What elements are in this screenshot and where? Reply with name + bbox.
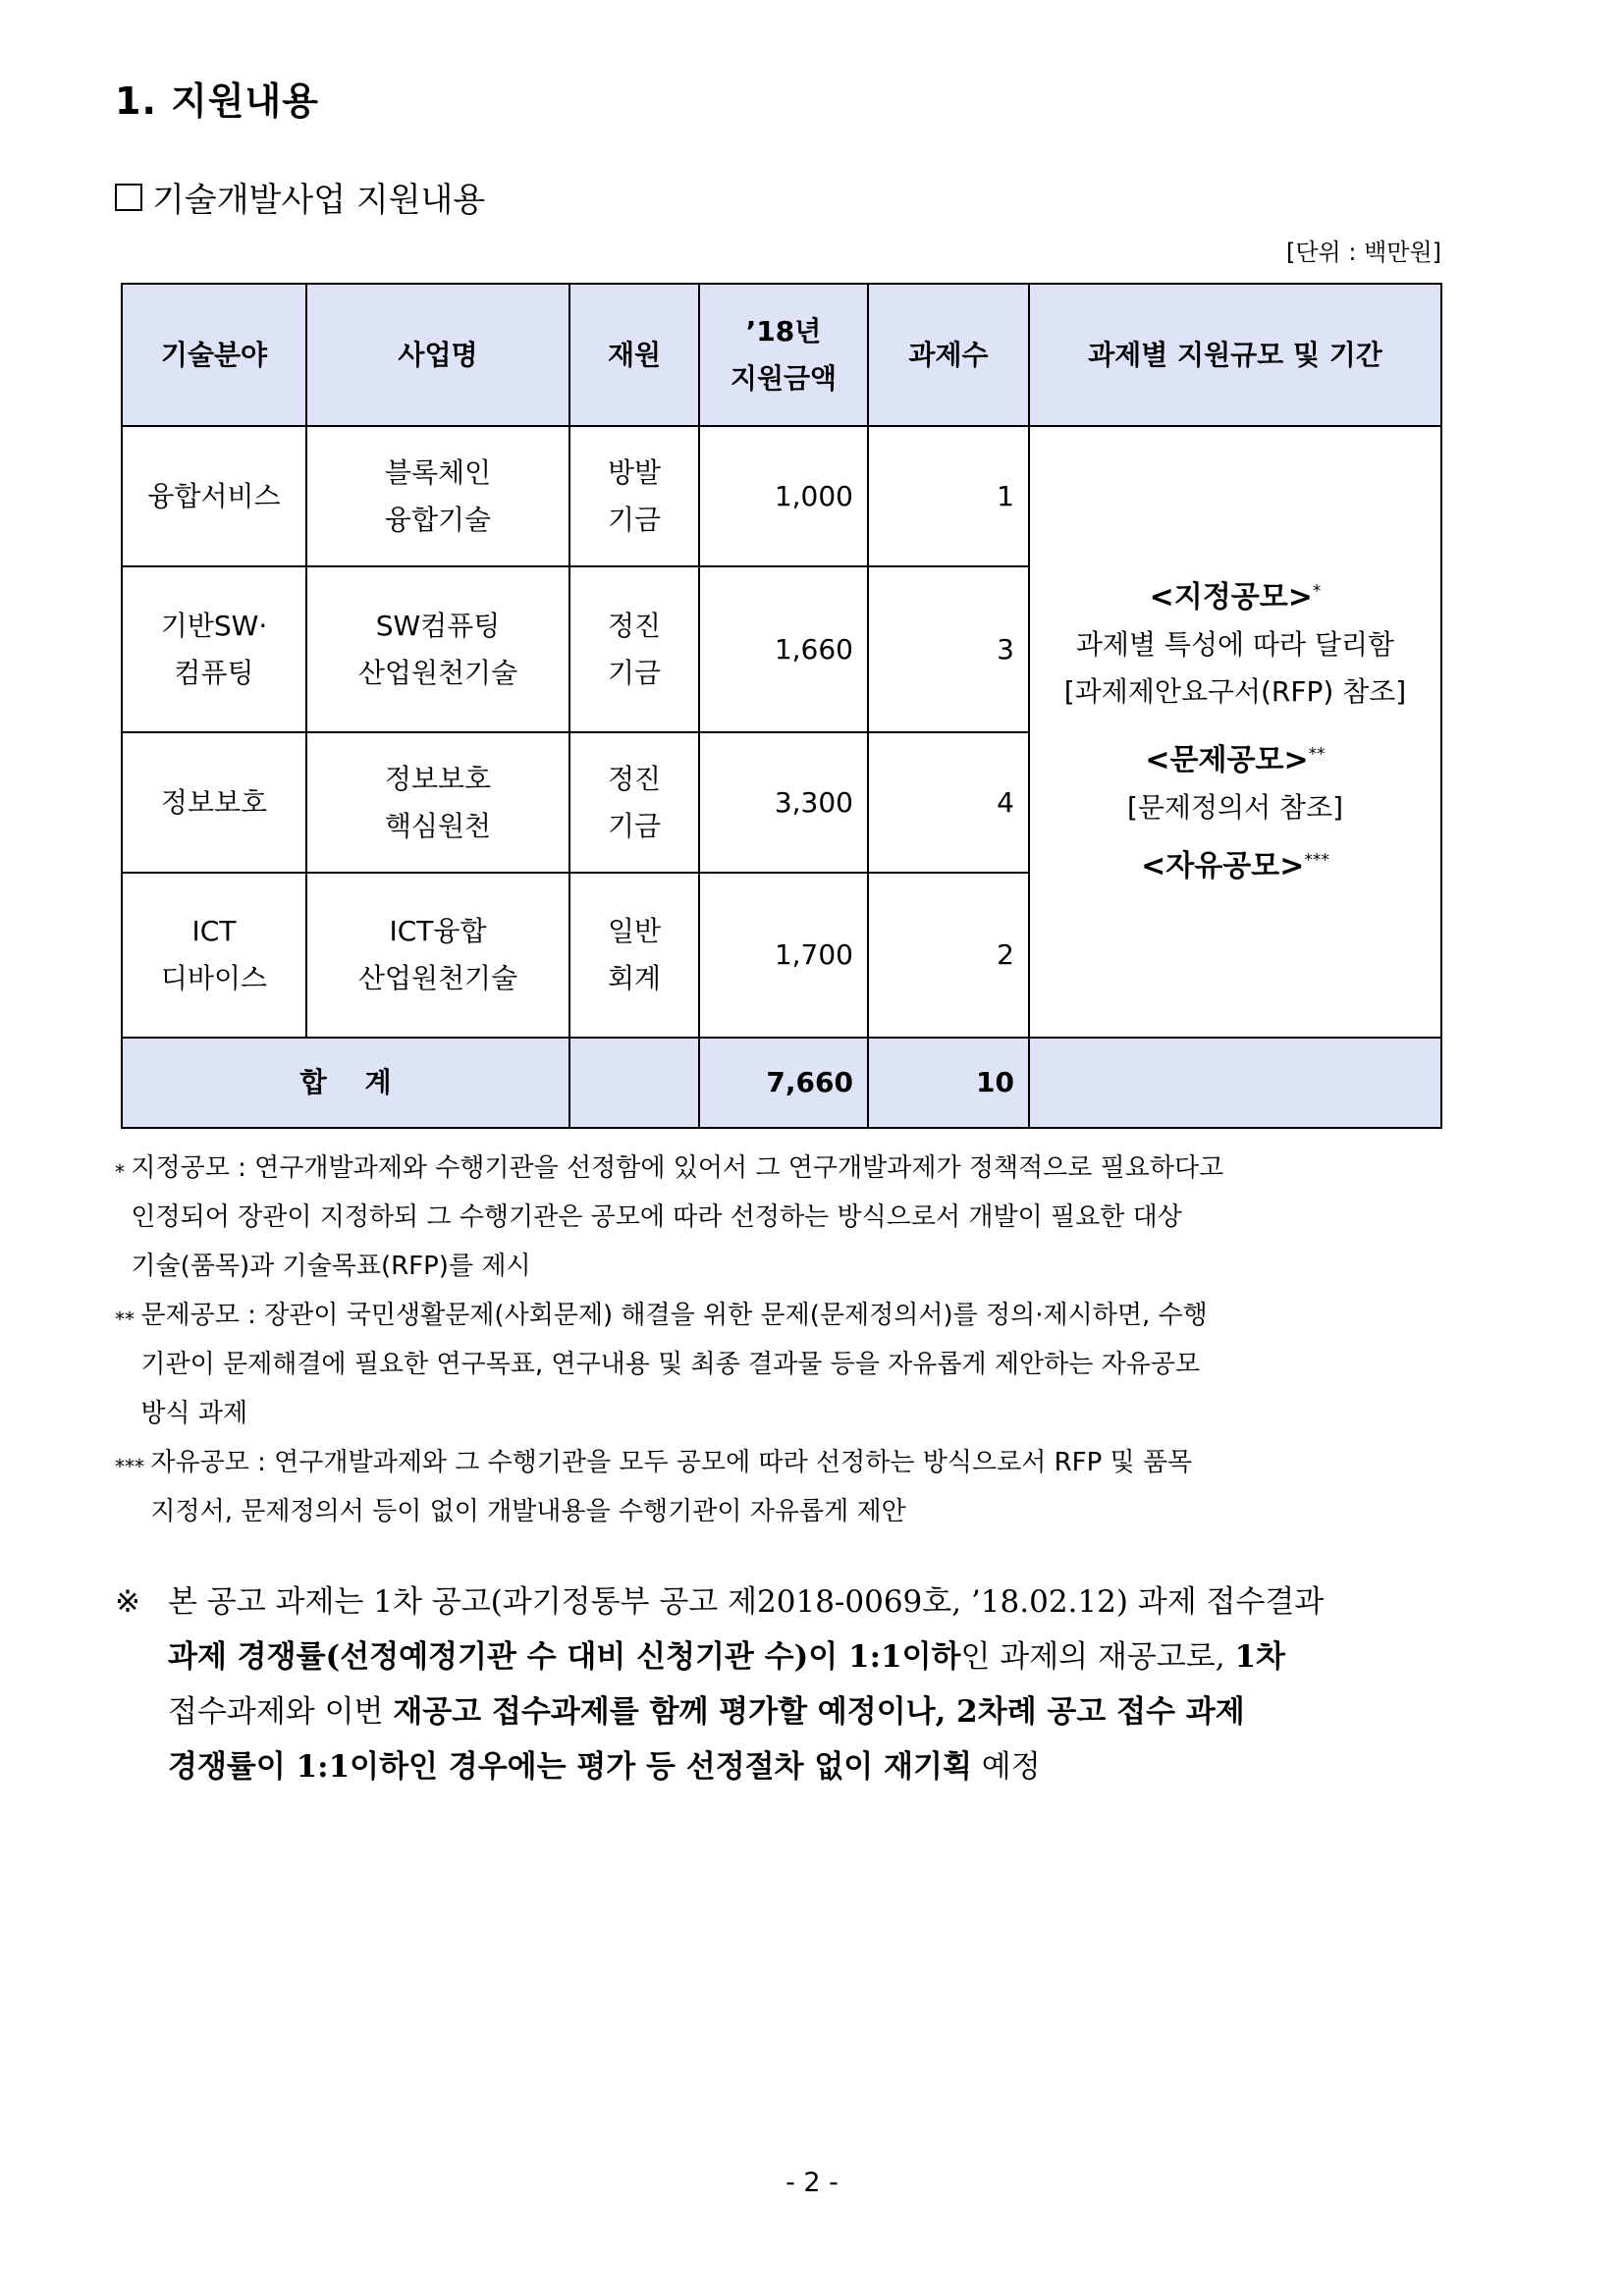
cell-fund: 정진 기금 — [569, 732, 699, 873]
reference-mark-icon: ※ — [115, 1584, 140, 1620]
footnote-problem: ** 문제공모 : 장관이 국민생활문제(사회문제) 해결을 위한 문제(문제정의서)를 정의·제시하면, 수행 기관이 문제해결에 필요한 연구목표, 연구내용 및 최종 결과물 등을 자유롭게 제안하는 자유공모 방식 과제 — [115, 1301, 1208, 1428]
cell-count: 1 — [868, 426, 1029, 566]
footnote-designated: * 지정공모 : 연구개발과제와 수행기관을 선정함에 있어서 그 연구개발과제가 정책적으로 필요하다고 인정되어 장관이 지정하되 그 수행기관은 공모에 따라 선정하는 방식으로서 개발이 필요한 대상 기술(품목)과 기술목표(RFP)를 제시 — [115, 1153, 1224, 1281]
checkbox-icon — [115, 184, 142, 211]
cell-name: ICT융합 산업원천기술 — [306, 873, 569, 1038]
sub-title — [115, 173, 485, 221]
re-announcement-notice: ※ 본 공고 과제는 1차 공고(과기정통부 공고 제2018-0069호, ’18.02.12) 과제 접수결과 과제 경쟁률(선정예정기관 수 대비 신청기관 수)이 1:1이하인 과제의 재공고로, 1차 접수과제와 이번 재공고 접수과제를 함께 평가할 예정이나, 2차례 공고 접수 과제 경쟁률이 1:1이하인 경우에는 평가 등 선정절차 없이 재기획 예정 — [115, 1575, 1442, 1794]
support-table — [121, 283, 1442, 1129]
header-count: 과제수 — [868, 284, 1029, 426]
designated-desc: 과제별 특성에 따라 달리함 — [1075, 627, 1395, 661]
cell-amount: 3,300 — [699, 732, 868, 873]
unit-label: [단위 : 백만원] — [1286, 239, 1441, 266]
table-header-row — [122, 284, 1441, 426]
designated-ref: [과제제안요구서(RFP) 참조] — [1063, 674, 1407, 708]
header-field: 기술분야 — [122, 284, 306, 426]
cell-support-scale: <지정공모>* 과제별 특성에 따라 달리함 [과제제안요구서(RFP) 참조] <문제공모>** [문제정의서 참조] <자유공모>*** — [1029, 426, 1441, 1038]
cell-fund: 일반 회계 — [569, 873, 699, 1038]
problem-ref: [문제정의서 참조] — [1126, 790, 1344, 824]
cell-amount: 1,660 — [699, 566, 868, 732]
designated-label: <지정공모> — [1149, 579, 1313, 614]
footnotes — [115, 1144, 1442, 1536]
header-name: 사업명 — [306, 284, 569, 426]
cell-fund: 방발 기금 — [569, 426, 699, 566]
cell-count: 3 — [868, 566, 1029, 732]
cell-field: 정보보호 — [122, 732, 306, 873]
header-fund: 재원 — [569, 284, 699, 426]
cell-field: ICT 디바이스 — [122, 873, 306, 1038]
cell-name: SW컴퓨팅 산업원천기술 — [306, 566, 569, 732]
cell-amount: 1,000 — [699, 426, 868, 566]
header-amount: ’18년 지원금액 — [699, 284, 868, 426]
page-number: - 2 - — [785, 2167, 839, 2198]
total-row — [122, 1038, 1441, 1128]
section-title: 1. 지원내용 — [115, 80, 319, 123]
cell-amount: 1,700 — [699, 873, 868, 1038]
table-row — [122, 426, 1441, 566]
cell-fund: 정진 기금 — [569, 566, 699, 732]
header-scale: 과제별 지원규모 및 기간 — [1029, 284, 1441, 426]
cell-count: 2 — [868, 873, 1029, 1038]
cell-count: 4 — [868, 732, 1029, 873]
total-fund — [569, 1038, 699, 1128]
total-amount: 7,660 — [699, 1038, 868, 1128]
total-note — [1029, 1038, 1441, 1128]
cell-name: 정보보호 핵심원천 — [306, 732, 569, 873]
free-label: <자유공모> — [1141, 848, 1305, 883]
total-count: 10 — [868, 1038, 1029, 1128]
cell-field: 기반SW· 컴퓨팅 — [122, 566, 306, 732]
footnote-free: *** 자유공모 : 연구개발과제와 그 수행기관을 모두 공모에 따라 선정하는 방식으로서 RFP 및 품목 지정서, 문제정의서 등이 없이 개발내용을 수행기관이 자유롭게 제안 — [115, 1448, 1193, 1526]
cell-field: 융합서비스 — [122, 426, 306, 566]
problem-label: <문제공모> — [1145, 742, 1309, 777]
cell-name: 블록체인 융합기술 — [306, 426, 569, 566]
total-label: 합 계 — [122, 1038, 569, 1128]
sub-title-text: 기술개발사업 지원내용 — [152, 181, 486, 220]
